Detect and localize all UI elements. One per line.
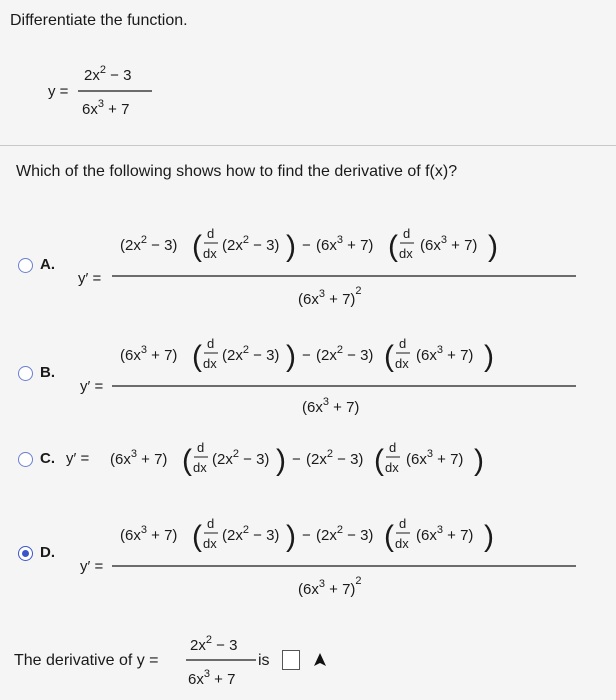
option-c-lhs: y′ = xyxy=(66,450,90,467)
option-b-label: B. xyxy=(40,364,55,381)
question-text: Which of the following shows how to find the derivative of f(x)? xyxy=(16,163,458,180)
svg-text:2x2 − 3: $2x^2 - 3$ xyxy=(190,634,238,654)
option-b-formula xyxy=(110,326,580,426)
svg-text:(: ( xyxy=(384,520,394,553)
svg-text:): ) xyxy=(488,230,498,263)
svg-text:−: − xyxy=(302,347,311,364)
function-denominator: $6x^3 + 7$ xyxy=(82,98,130,118)
svg-text:−: − xyxy=(302,237,311,254)
instruction-text: Differentiate the function. xyxy=(10,12,188,29)
svg-text:dx: dx xyxy=(385,460,399,475)
option-a-lhs: y′ = xyxy=(78,270,102,287)
svg-text:(6x3 + 7): $(6x^3 + 7)$ xyxy=(302,396,360,416)
svg-text:(2x2 − 3): $(2x^2 - 3)$ xyxy=(120,234,178,254)
svg-text:dx: dx xyxy=(203,536,217,551)
svg-text:): ) xyxy=(276,444,286,477)
function-lhs: y = xyxy=(48,83,69,100)
svg-text:(6x3 + 7)2: $(6x^3 + 7)^2$ xyxy=(298,285,362,308)
answer-prefix: The derivative of y = xyxy=(14,652,159,669)
svg-text:d: d xyxy=(389,440,397,455)
option-b-radio[interactable] xyxy=(18,366,33,381)
svg-text:(: ( xyxy=(182,444,192,477)
option-b-lhs: y′ = xyxy=(80,378,104,395)
svg-text:): ) xyxy=(286,520,296,553)
option-a-radio[interactable] xyxy=(18,258,33,273)
svg-text:(2x2 − 3): $(2x^2 - 3)$ xyxy=(222,344,280,364)
divider xyxy=(0,145,616,146)
svg-text:d: d xyxy=(207,336,215,351)
svg-text:(6x3 + 7)2: $(6x^3 + 7)^2$ xyxy=(298,575,362,598)
function-display xyxy=(48,58,158,122)
svg-text:dx: dx xyxy=(399,246,413,261)
svg-text:): ) xyxy=(484,520,494,553)
svg-text:d: d xyxy=(399,336,407,351)
svg-text:(6x3 + 7): $(6x^3 + 7)$ xyxy=(416,344,474,364)
svg-text:(2x2 − 3): $(2x^2 - 3)$ xyxy=(212,448,270,468)
cursor-arrow-icon xyxy=(312,652,328,670)
svg-text:(2x2 − 3): $(2x^2 - 3)$ xyxy=(222,234,280,254)
svg-text:): ) xyxy=(474,444,484,477)
svg-text:(6x3 + 7): $(6x^3 + 7)$ xyxy=(120,344,178,364)
svg-text:−: − xyxy=(292,451,301,468)
svg-text:(6x3 + 7): $(6x^3 + 7)$ xyxy=(110,448,168,468)
svg-text:(: ( xyxy=(192,230,202,263)
svg-text:(6x3 + 7): $(6x^3 + 7)$ xyxy=(416,524,474,544)
svg-text:dx: dx xyxy=(203,356,217,371)
svg-text:(: ( xyxy=(384,340,394,373)
svg-text:(6x3 + 7): $(6x^3 + 7)$ xyxy=(120,524,178,544)
option-d-label: D. xyxy=(40,544,55,561)
answer-suffix: is xyxy=(258,652,270,669)
svg-text:(: ( xyxy=(192,340,202,373)
svg-text:(2x2 − 3): $(2x^2 - 3)$ xyxy=(316,344,374,364)
svg-text:dx: dx xyxy=(395,536,409,551)
option-a-label: A. xyxy=(40,256,55,273)
option-d-lhs: y′ = xyxy=(80,558,104,575)
option-c-formula xyxy=(108,430,578,486)
svg-text:): ) xyxy=(286,230,296,263)
svg-text:(: ( xyxy=(374,444,384,477)
answer-fraction xyxy=(184,628,260,694)
function-fraction xyxy=(48,58,158,122)
svg-text:): ) xyxy=(286,340,296,373)
svg-text:d: d xyxy=(207,516,215,531)
answer-input-box[interactable] xyxy=(282,650,300,670)
option-d-formula xyxy=(110,506,580,606)
svg-text:−: − xyxy=(302,527,311,544)
svg-text:(2x2 − 3): $(2x^2 - 3)$ xyxy=(222,524,280,544)
svg-text:(2x2 − 3): $(2x^2 - 3)$ xyxy=(306,448,364,468)
svg-text:d: d xyxy=(403,226,411,241)
svg-text:d: d xyxy=(197,440,205,455)
option-a-formula xyxy=(110,216,580,316)
svg-text:dx: dx xyxy=(193,460,207,475)
svg-text:d: d xyxy=(399,516,407,531)
svg-text:): ) xyxy=(484,340,494,373)
svg-text:6x3 + 7: $6x^3 + 7$ xyxy=(188,668,236,688)
svg-text:dx: dx xyxy=(395,356,409,371)
svg-text:(6x3 + 7): $(6x^3 + 7)$ xyxy=(406,448,464,468)
svg-text:(: ( xyxy=(192,520,202,553)
function-numerator: $2x^2 - 3$ xyxy=(84,64,132,84)
option-d-radio[interactable] xyxy=(18,546,33,561)
svg-text:(: ( xyxy=(388,230,398,263)
svg-text:(2x2 − 3): $(2x^2 - 3)$ xyxy=(316,524,374,544)
svg-text:(6x3 + 7): $(6x^3 + 7)$ xyxy=(420,234,478,254)
option-c-label: C. xyxy=(40,450,55,467)
svg-text:dx: dx xyxy=(203,246,217,261)
option-c-radio[interactable] xyxy=(18,452,33,467)
svg-text:(6x3 + 7): $(6x^3 + 7)$ xyxy=(316,234,374,254)
svg-text:d: d xyxy=(207,226,215,241)
